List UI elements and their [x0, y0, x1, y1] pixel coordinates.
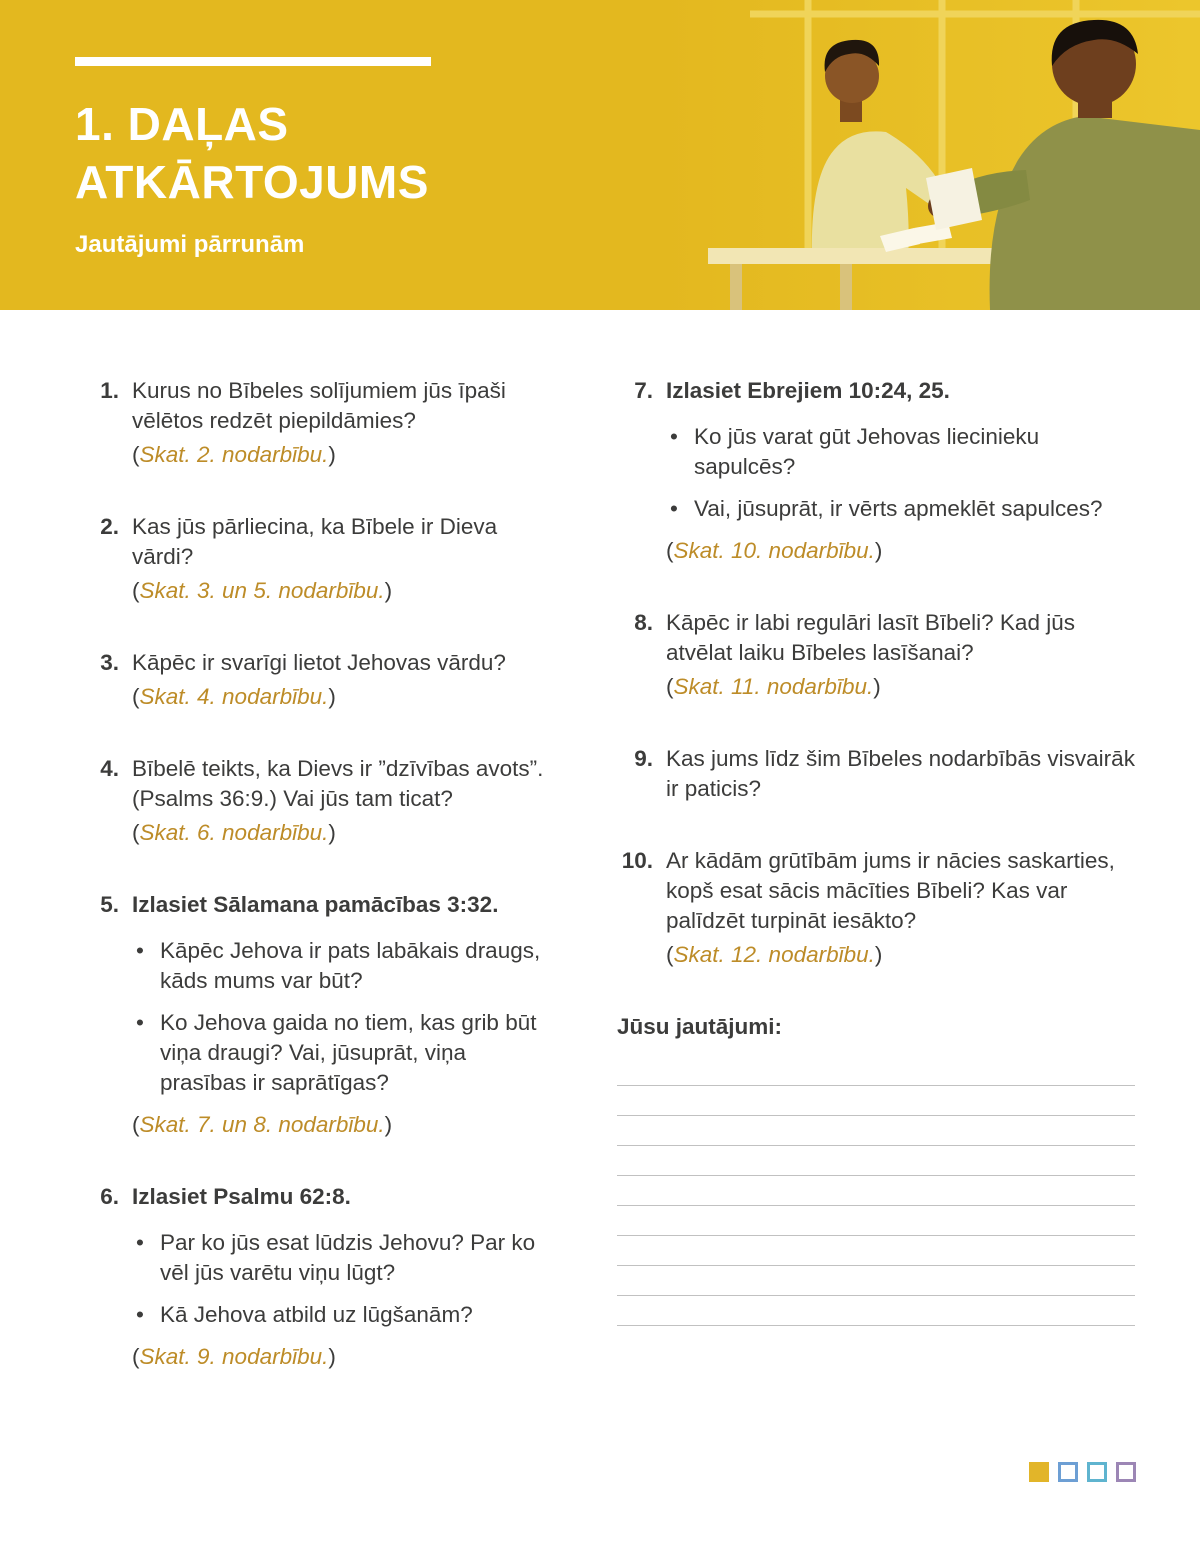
paren-open: (	[132, 578, 140, 603]
paren-close: )	[328, 1344, 336, 1369]
study-illustration	[690, 0, 1200, 310]
reference-text: Skat. 11. nodarbību.	[673, 674, 874, 699]
question-text: Kāpēc ir svarīgi lietot Jehovas vārdu?	[132, 650, 506, 675]
your-questions-heading: Jūsu jautājumi:	[617, 1014, 783, 1039]
answer-line	[617, 1236, 1135, 1266]
reference-text: Skat. 2. nodarbību.	[139, 442, 329, 467]
reference-text: Skat. 3. un 5. nodarbību.	[139, 578, 385, 603]
page-title-line2: ATKĀRTOJUMS	[75, 155, 429, 208]
question-text: Bībelē teikts, ka Dievs ir ”dzīvības avots”. (Psalms 36:9.) Vai jūs tam ticat?	[132, 756, 544, 811]
paren-open: (	[666, 538, 674, 563]
question-8	[617, 608, 1135, 702]
page-title-line1: 1. DAĻAS	[75, 98, 289, 150]
section-square-outline-2	[1087, 1462, 1107, 1482]
question-1	[83, 376, 545, 470]
question-2	[83, 512, 545, 606]
question-body	[119, 648, 545, 712]
paren-close: )	[328, 684, 336, 709]
question-number: 3.	[100, 650, 119, 675]
question-body	[119, 890, 545, 1140]
question-body	[119, 754, 545, 848]
section-square-outline-3	[1116, 1462, 1136, 1482]
question-number: 8.	[634, 610, 653, 635]
section-square-filled	[1029, 1462, 1049, 1482]
question-text: Kurus no Bībeles solījumiem jūs īpaši vēlētos redzēt piepildāmies?	[132, 378, 506, 433]
answer-line	[617, 1206, 1135, 1236]
paren-open: (	[132, 1344, 140, 1369]
question-number: 9.	[634, 746, 653, 771]
lesson-reference	[132, 682, 545, 712]
question-number: 10.	[621, 848, 653, 873]
lesson-reference	[132, 1110, 545, 1140]
bullet-item: • Par ko jūs esat lūdzis Jehovu? Par ko vēl jūs varētu viņu lūgt?	[132, 1228, 545, 1288]
question-bullets	[132, 936, 545, 1098]
question-9	[617, 744, 1135, 804]
paren-open: (	[132, 820, 140, 845]
paren-close: )	[328, 442, 336, 467]
question-text: Kāpēc ir labi regulāri lasīt Bībeli? Kad jūs atvēlat laiku Bībeles lasīšanai?	[666, 610, 1075, 665]
lesson-reference	[132, 576, 545, 606]
question-body	[653, 846, 1135, 970]
paren-close: )	[384, 1112, 393, 1137]
paren-close: )	[874, 942, 883, 967]
paren-open: (	[132, 1112, 140, 1137]
paren-open: (	[132, 442, 140, 467]
reference-text: Skat. 10. nodarbību.	[673, 538, 875, 563]
answer-line	[617, 1266, 1135, 1296]
bullet-item: • Vai, jūsuprāt, ir vērts apmeklēt sapulces?	[666, 494, 1135, 524]
paren-close: )	[384, 578, 393, 603]
question-scripture-lead: Izlasiet Sālamana pamācības 3:32.	[132, 892, 499, 917]
lesson-reference	[666, 536, 1135, 566]
reference-text: Skat. 12. nodarbību.	[673, 942, 875, 967]
question-body	[653, 744, 1135, 804]
question-body	[119, 376, 545, 470]
bullet-item: • Kāpēc Jehova ir pats labākais draugs, kāds mums var būt?	[132, 936, 545, 996]
lesson-reference	[666, 672, 1135, 702]
section-progress-squares	[1029, 1462, 1136, 1482]
reference-text: Skat. 4. nodarbību.	[139, 684, 329, 709]
section-square-outline-1	[1058, 1462, 1078, 1482]
header-text	[75, 57, 431, 259]
question-number: 6.	[100, 1184, 119, 1209]
questions-content	[0, 310, 1200, 1414]
question-body	[119, 512, 545, 606]
question-6	[83, 1182, 545, 1372]
answer-line	[617, 1116, 1135, 1146]
reference-text: Skat. 6. nodarbību.	[139, 820, 329, 845]
question-number: 1.	[100, 378, 119, 403]
paren-close: )	[873, 674, 881, 699]
answer-line	[617, 1176, 1135, 1206]
question-number: 2.	[100, 514, 119, 539]
answer-line	[617, 1086, 1135, 1116]
page-subtitle: Jautājumi pārrunām	[75, 231, 305, 258]
question-text: Kas jums līdz šim Bībeles nodarbībās visvairāk ir paticis?	[666, 746, 1135, 801]
your-questions-section	[617, 1012, 1135, 1326]
left-column	[83, 376, 545, 1414]
question-text: Ar kādām grūtībām jums ir nācies saskarties, kopš esat sācis mācīties Bībeli? Kas var palīdzēt turpināt iesākto?	[666, 848, 1115, 933]
header-rule	[75, 57, 431, 66]
paren-open: (	[666, 942, 674, 967]
question-4	[83, 754, 545, 848]
lesson-reference	[132, 1342, 545, 1372]
question-10	[617, 846, 1135, 970]
answer-line	[617, 1146, 1135, 1176]
question-number: 5.	[100, 892, 119, 917]
answer-line	[617, 1296, 1135, 1326]
paren-close: )	[328, 820, 336, 845]
question-number: 7.	[634, 378, 653, 403]
answer-line	[617, 1056, 1135, 1086]
page-title	[75, 96, 431, 211]
reference-text: Skat. 7. un 8. nodarbību.	[139, 1112, 385, 1137]
lesson-reference	[666, 940, 1135, 970]
lesson-reference	[132, 818, 545, 848]
right-column	[617, 376, 1135, 1414]
reference-text: Skat. 9. nodarbību.	[139, 1344, 329, 1369]
question-3	[83, 648, 545, 712]
question-number: 4.	[100, 756, 119, 781]
question-text: Kas jūs pārliecina, ka Bībele ir Dieva vārdi?	[132, 514, 498, 569]
bullet-item: • Ko jūs varat gūt Jehovas liecinieku sapulcēs?	[666, 422, 1135, 482]
question-scripture-lead: Izlasiet Psalmu 62:8.	[132, 1184, 351, 1209]
question-body	[653, 608, 1135, 702]
lesson-reference	[132, 440, 545, 470]
bullet-item: • Kā Jehova atbild uz lūgšanām?	[132, 1300, 545, 1330]
header	[0, 0, 1200, 310]
question-body	[653, 376, 1135, 566]
question-7	[617, 376, 1135, 566]
question-bullets	[666, 422, 1135, 524]
paren-open: (	[132, 684, 140, 709]
question-body	[119, 1182, 545, 1372]
question-bullets	[132, 1228, 545, 1330]
bullet-item: • Ko Jehova gaida no tiem, kas grib būt viņa draugi? Vai, jūsuprāt, viņa prasības ir saprātīgas?	[132, 1008, 545, 1098]
answer-lines	[617, 1056, 1135, 1326]
paren-open: (	[666, 674, 674, 699]
question-5	[83, 890, 545, 1140]
question-scripture-lead: Izlasiet Ebrejiem 10:24, 25.	[666, 378, 950, 403]
paren-close: )	[874, 538, 883, 563]
